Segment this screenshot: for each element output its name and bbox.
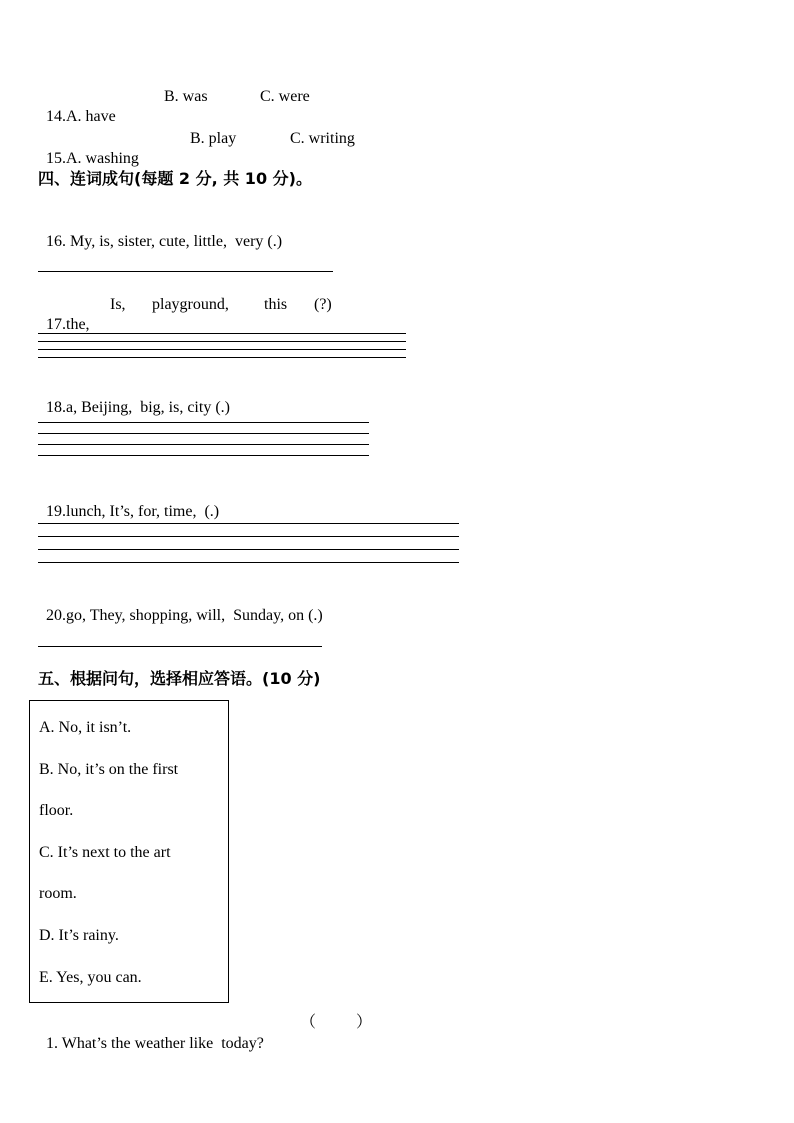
question-text: a, Beijing, big, is, city (.): [66, 399, 230, 416]
answer-line[interactable]: [38, 433, 369, 434]
section-4-heading: 四、连词成句(每题 2 分, 共 10 分)。: [38, 169, 312, 188]
answer-line[interactable]: [38, 536, 459, 537]
question-20: [38, 586, 323, 626]
answer-line[interactable]: [38, 422, 369, 423]
question-text: 1. What’s the weather like today?: [46, 1035, 264, 1052]
question-19: [38, 482, 219, 522]
answer-line[interactable]: [38, 562, 459, 563]
section-5-heading: 五、根据问句，选择相应答语。(10 分): [38, 669, 321, 688]
option-b: B. was: [164, 88, 208, 105]
answer-line[interactable]: [38, 455, 369, 456]
option-a: A. washing: [66, 150, 139, 167]
question-text: My, is, sister, cute, little, very (.): [66, 233, 283, 250]
word: the,: [66, 316, 90, 333]
question-text: go, They, shopping, will, Sunday, on (.): [66, 607, 323, 624]
answer-line[interactable]: [38, 523, 459, 524]
option-a: A. have: [66, 108, 116, 125]
answer-line[interactable]: [38, 549, 459, 550]
question-15: [38, 129, 139, 169]
question-number: 14.: [46, 108, 66, 125]
question-number: 19.: [46, 503, 66, 520]
answer-option-e: E. Yes, you can.: [39, 969, 142, 986]
answer-line[interactable]: [38, 444, 369, 445]
answer-option-c-cont: room.: [39, 885, 77, 902]
question-18: [38, 378, 230, 418]
answer-line[interactable]: [38, 333, 406, 334]
question-number: 16.: [46, 233, 66, 250]
option-b: B. play: [190, 130, 237, 147]
answer-option-c: C. It’s next to the art: [39, 844, 171, 861]
question-17: [38, 295, 90, 335]
answer-line[interactable]: [38, 646, 322, 647]
question-number: 15.: [46, 150, 66, 167]
word: this: [264, 296, 288, 313]
word: playground,: [152, 296, 229, 313]
option-c: C. were: [260, 88, 310, 105]
answer-line[interactable]: [38, 349, 406, 350]
word: Is,: [110, 296, 126, 313]
answer-option-b-cont: floor.: [39, 802, 74, 819]
answer-option-a: A. No, it isn’t.: [39, 719, 132, 736]
answer-option-d: D. It’s rainy.: [39, 927, 119, 944]
answer-line[interactable]: [38, 271, 333, 272]
answer-option-b: B. No, it’s on the first: [39, 761, 179, 778]
answer-options-box: [29, 700, 229, 1003]
answer-line[interactable]: [38, 341, 406, 342]
question-text: lunch, It’s, for, time, (.): [66, 503, 220, 520]
word: (?): [314, 296, 332, 313]
question-16: [38, 212, 282, 252]
question-number: 20.: [46, 607, 66, 624]
section-5-question-1: [38, 1014, 264, 1054]
option-c: C. writing: [290, 130, 355, 147]
question-14: [38, 87, 116, 127]
question-number: 18.: [46, 399, 66, 416]
answer-line[interactable]: [38, 357, 406, 358]
question-number: 17.: [46, 316, 66, 333]
answer-blank[interactable]: （ ）: [300, 1014, 373, 1031]
